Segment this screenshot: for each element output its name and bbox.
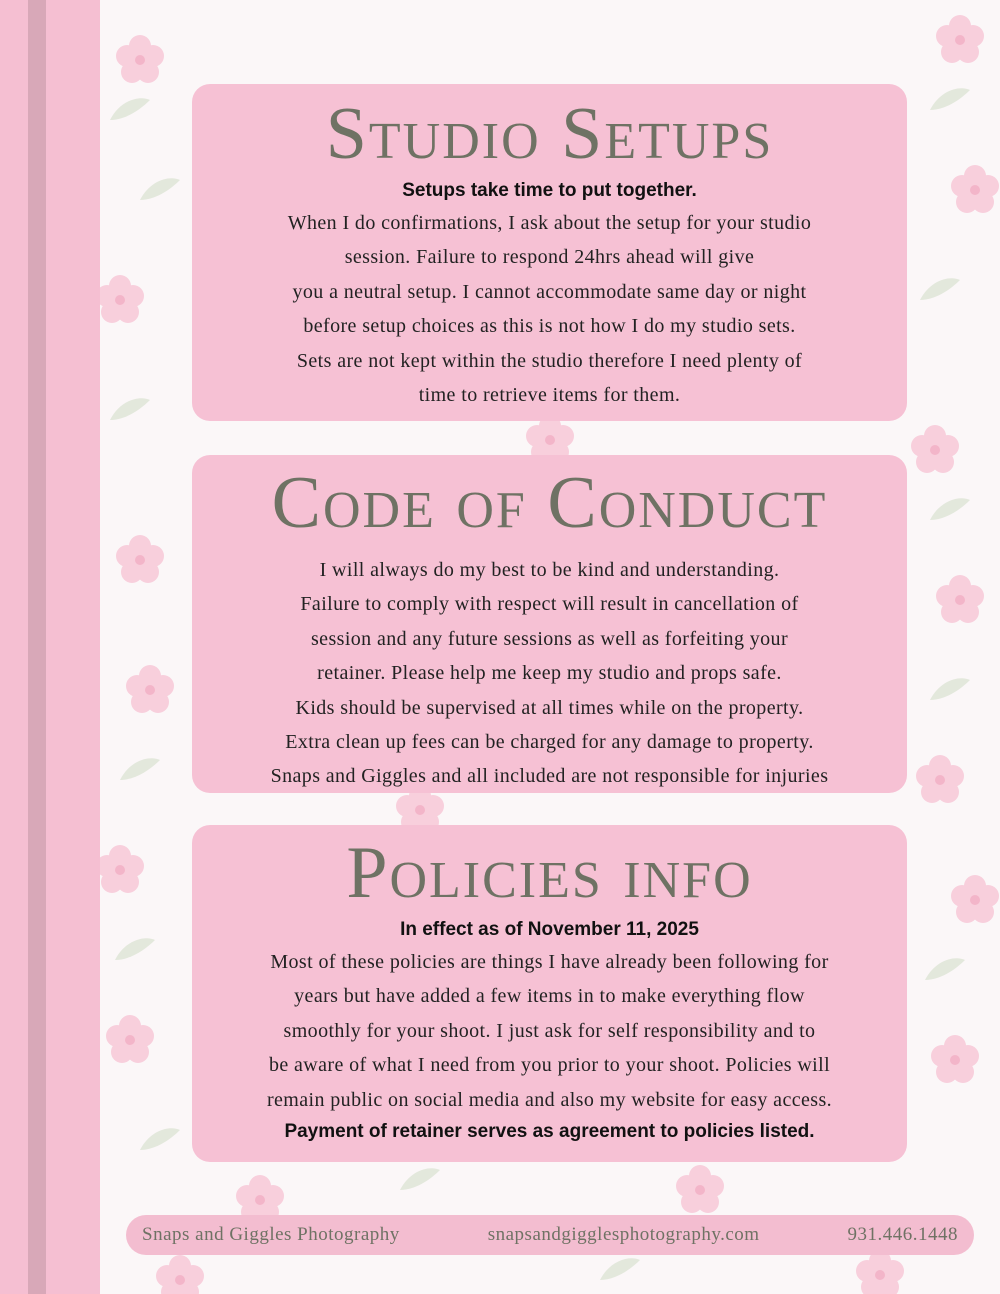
phone-number[interactable]: 931.446.1448 <box>847 1224 958 1245</box>
policies-info-card <box>192 825 907 1162</box>
body-line: Kids should be supervised at all times while on the property. <box>295 696 804 719</box>
code-of-conduct-card <box>192 455 907 793</box>
body-line: years but have added a few items in to make everything flow <box>294 985 805 1008</box>
body-line: Extra clean up fees can be charged for any damage to property. <box>285 731 814 754</box>
policies-closing-statement: Payment of retainer serves as agreement to policies listed. <box>284 1121 815 1143</box>
policies-effective-date: In effect as of November 11, 2025 <box>400 919 699 940</box>
body-line: Snaps and Giggles and all included are not responsible for injuries <box>270 765 829 788</box>
body-line: Failure to comply with respect will result in cancellation of <box>300 593 799 616</box>
body-line: When I do confirmations, I ask about the setup for your studio <box>287 212 812 234</box>
body-line: time to retrieve items for them. <box>418 384 681 407</box>
studio-setups-body <box>192 206 907 412</box>
body-line: Sets are not kept within the studio therefore I need plenty of <box>296 349 803 372</box>
business-name: Snaps and Giggles Photography <box>142 1224 400 1245</box>
studio-setups-heading: Studio Setups <box>325 93 774 175</box>
left-stripe-inner <box>28 0 46 1294</box>
body-line: before setup choices as this is not how I do my studio sets. <box>303 315 796 338</box>
body-line: session. Failure to respond 24hrs ahead will give <box>344 246 755 269</box>
code-of-conduct-body <box>192 553 907 794</box>
code-of-conduct-heading: Code of Conduct <box>271 462 828 544</box>
body-line: I will always do my best to be kind and understanding. <box>319 559 780 581</box>
studio-setups-card <box>192 84 907 421</box>
body-line: remain public on social media and also my website for easy access. <box>266 1088 833 1111</box>
studio-setups-subtitle: Setups take time to put together. <box>402 180 697 201</box>
policies-info-body <box>192 945 907 1117</box>
body-line: smoothly for your shoot. I just ask for self responsibility and to <box>283 1019 816 1042</box>
left-stripe <box>0 0 100 1294</box>
body-line: Most of these policies are things I have already been following for <box>270 951 829 973</box>
policies-info-heading: Policies info <box>346 832 753 914</box>
contact-footer <box>126 1215 974 1255</box>
body-line: be aware of what I need from you prior to your shoot. Policies will <box>268 1054 831 1077</box>
body-line: session and any future sessions as well as forfeiting your <box>311 627 788 650</box>
body-line: retainer. Please help me keep my studio and props safe. <box>317 662 782 685</box>
website-link[interactable]: snapsandgigglesphotography.com <box>487 1224 760 1245</box>
body-line: you a neutral setup. I cannot accommodate same day or night <box>292 280 807 303</box>
